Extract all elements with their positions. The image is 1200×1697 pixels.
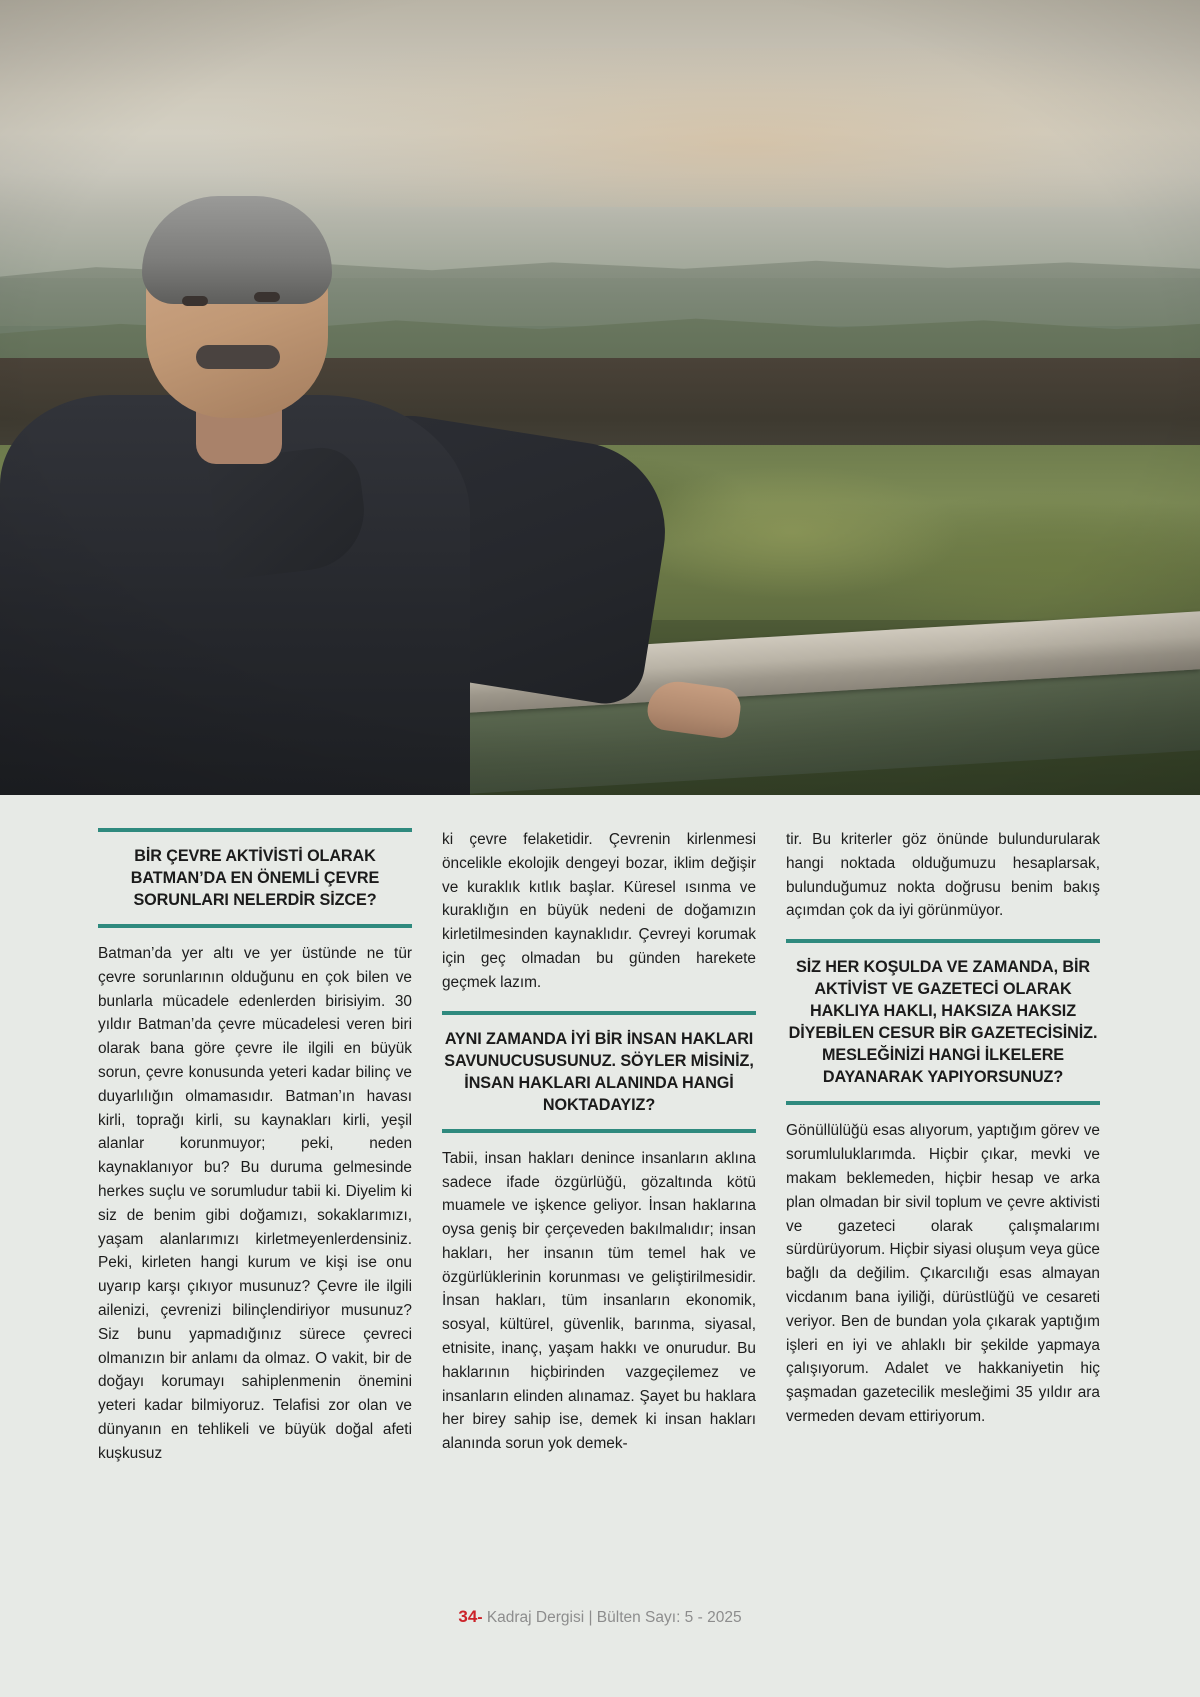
- answer-paragraph: Gönüllülüğü esas alıyorum, yaptığım görev ve sorumluluklarımda. Hiçbir çıkar, mevki ve makam beklemeden, hiçbir hesap ve arka plan olmadan bir sivil toplum ve çevre aktivisti ve gazeteci olarak çalışmalarımı sürdürüyorum. Hiçbir siyasi oluşum veya güce bağlı da değilim. Çıkarcılığı esas almayan vicdanım bana iyiliği, dürüstlüğü ve cesareti veriyor. Ben de bundan yola çıkarak yaptığım işleri en iyi ve ahlaklı bir şekilde yapmaya çalışıyorum. Adalet ve hakkaniyetin hiç şaşmadan gazetecilik mesleğimi 35 yıldır ara vermeden devam ettiriyorum.: [786, 1122, 1100, 1425]
- rule-top: [98, 828, 412, 832]
- question-heading: BİR ÇEVRE AKTİVİSTİ OLARAK BATMAN’DA EN ÖNEMLİ ÇEVRE SORUNLARI NELERDİR SİZCE?: [130, 847, 380, 910]
- footer-dash: -: [477, 1609, 483, 1626]
- rule-bottom: [442, 1129, 756, 1133]
- footer-year: 2025: [707, 1609, 742, 1626]
- article-content: [0, 795, 1200, 1697]
- rule-top: [786, 939, 1100, 943]
- answer-paragraph-continued: tir. Bu kriterler göz önünde bulundurularak hangi noktada olduğumuzu hesaplarsak, bulunduğumuz nokta doğrusu benim bakış açımdan çok da iyi görünmüyor.: [786, 831, 1100, 920]
- article-columns: [98, 828, 1102, 1466]
- article-column-1: [98, 828, 412, 1466]
- article-column-2: [442, 828, 756, 1466]
- question-heading: AYNI ZAMANDA İYİ BİR İNSAN HAKLARI SAVUNUCUSUSUNUZ. SÖYLER MİSİNİZ, İNSAN HAKLARI ALANINDA HANGİ NOKTADAYIZ?: [444, 1029, 754, 1114]
- answer-paragraph-continued: ki çevre felaketidir. Çevrenin kirlenmesi öncelikle ekolojik dengeyi bozar, iklim değişir ve kuraklık kıtlık başlar. Küresel ısınma ve kuraklığın en büyük nedeni de doğamızın kirletilmesinden kaynaklıdır. Çevreyi korumak için geç olmadan bu günden harekete geçmek lazım.: [442, 831, 756, 991]
- interview-photo: [0, 0, 1200, 795]
- answer-paragraph: Tabii, insan hakları denince insanların aklına sadece ifade özgürlüğü, gözaltında kötü muamele ve işkence geliyor. İnsan haklarına oysa geniş bir çerçeveden bakılmalıdır; insan hakları, her insanın tüm temel hak ve özgürlüklerinin korunması ve geliştirilmesidir. İnsan hakları, tüm insanların ekonomik, sosyal, kültürel, güvenlik, barınma, siyasal, etnisite, inanç, yaşam hakkı ve onurudur. Bu haklarının hiçbirinden vazgeçilemez ve insanların elinden alınamaz. Şayet bu haklara her birey sahip ise, demek ki insan hakları alanında sorun yok demek-: [442, 1149, 756, 1453]
- footer-year-separator: -: [697, 1609, 703, 1626]
- answer-paragraph: Batman’da yer altı ve yer üstünde ne tür çevre sorunlarının olduğunu en çok bilen ve bunlarla mücadele edenlerden birisiyim. 30 yıldır Batman’da çevre mücadelesi veren biri olarak bana göre çevre ile ilgili en büyük sorun, çevre konusunda yeteri kadar bilinç ve duyarlılığın olmamasıdır. Batman’ın havası kirli, toprağı kirli, su kaynakları kirli, yeşil alanlar korunmuyor; peki, neden kaynaklanıyor bu? Bu duruma gelmesinde herkes suçlu ve sorumludur tabii ki. Diyelim ki siz de benim gibi doğamızı, sokaklarımızı, yaşam alanlarımızı kirletmeyenlerdensiniz. Peki, kirleten hangi kurum ve kişi ise onu uyarıp karşı çıkıyor musunuz? Çevre ile ilgili ailenizi, çevrenizi bilinçlendiriyor musunuz? Siz bunu yapmadığınız sürece çevreci olmanızın bir anlamı da olmaz. O vakit, bir de doğayı korumayı sahiplenmenin önemini yeteri kadar bilmiyoruz. Telafisi zor olan ve dünyanın en tehlikeli ve büyük doğal afeti kuşkusuz: [98, 945, 412, 1462]
- question-block: [442, 1011, 756, 1133]
- photo-vignette: [0, 0, 1200, 795]
- question-heading: SİZ HER KOŞULDA VE ZAMANDA, BİR AKTİVİST VE GAZETECİ OLARAK HAKLIYA HAKLI, HAKSIZA HAKSIZ DİYEBİLEN CESUR BİR GAZETECİSİNİZ. MESLEĞİNİZİ HANGİ İLKELERE DAYANARAK YAPIYORSUNUZ?: [788, 958, 1098, 1087]
- question-block: [786, 939, 1100, 1105]
- page-footer: [0, 1607, 1200, 1627]
- rule-bottom: [98, 924, 412, 928]
- footer-publication: Kadraj Dergisi | Bülten Sayı: 5: [486, 1609, 694, 1626]
- question-block: [98, 828, 412, 928]
- rule-top: [442, 1011, 756, 1015]
- article-column-3: [786, 828, 1100, 1466]
- rule-bottom: [786, 1101, 1100, 1105]
- page-number: 34: [458, 1607, 478, 1626]
